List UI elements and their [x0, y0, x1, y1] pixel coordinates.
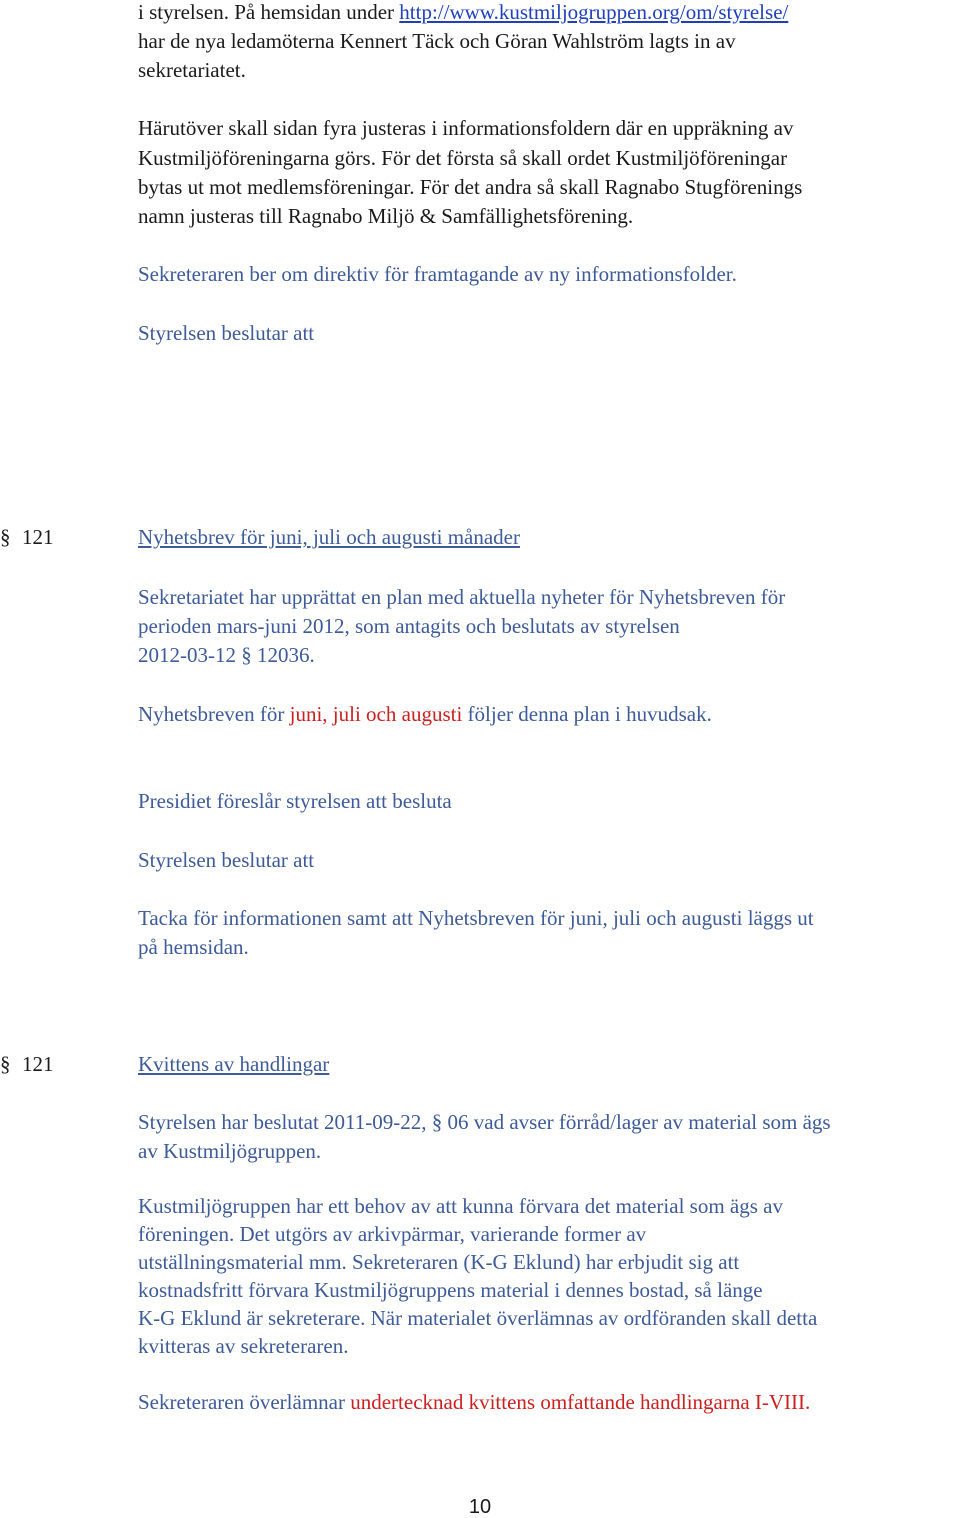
text-line: K-G Eklund är sekreterare. När materialet överlämnas av ordföranden skall detta — [138, 1306, 818, 1330]
paragraph-symbol: § — [0, 525, 11, 549]
decision-line: Styrelsen beslutar att — [138, 848, 315, 872]
text-line: Sekreteraren överlämnar undertecknad kvittens omfattande handlingarna I-VIII. — [138, 1390, 811, 1414]
text-line: utställningsmaterial mm. Sekreteraren (K-G Eklund) har erbjudit sig att — [138, 1250, 740, 1274]
text-line: Nyhetsbreven för juni, juli och augusti följer denna plan i huvudsak. — [138, 702, 712, 726]
highlight-text: juni, juli och augusti — [289, 702, 463, 726]
section-number: § 121 — [0, 1052, 54, 1076]
decision-line: Styrelsen beslutar att — [138, 321, 315, 345]
paragraph-symbol: § — [431, 1110, 443, 1134]
paragraph-symbol: § — [0, 1052, 11, 1076]
text-line: kostnadsfritt förvara Kustmiljögruppens material i dennes bostad, så länge — [138, 1278, 763, 1302]
text-line: Härutöver skall sidan fyra justeras i informationsfoldern där en uppräkning av — [138, 116, 794, 140]
text-line: har de nya ledamöterna Kennert Täck och Göran Wahlström lagts in av — [138, 29, 736, 53]
text-line: namn justeras till Ragnabo Miljö & Samfällighetsförening. — [138, 204, 634, 228]
paragraph-symbol: § — [241, 643, 252, 667]
text-line: bytas ut mot medlemsföreningar. För det andra så skall Ragnabo Stugförenings — [138, 175, 803, 199]
text-line: perioden mars-juni 2012, som antagits och beslutats av styrelsen — [138, 614, 680, 638]
text-line: Tacka för informationen samt att Nyhetsbreven för juni, juli och augusti läggs ut — [138, 906, 814, 930]
text-line: i styrelsen. På hemsidan under http://www.kustmiljogruppen.org/om/styrelse/ — [138, 0, 789, 24]
text-line: Kustmiljögruppen har ett behov av att kunna förvara det material som ägs av — [138, 1194, 783, 1218]
styrelse-link[interactable]: http://www.kustmiljogruppen.org/om/styrelse/ — [399, 0, 789, 24]
section-number: § 121 — [0, 525, 54, 549]
text-line: på hemsidan. — [138, 935, 249, 959]
text-line: Presidiet föreslår styrelsen att besluta — [138, 789, 452, 813]
text-line: Sekretariatet har upprättat en plan med aktuella nyheter för Nyhetsbreven för — [138, 585, 786, 609]
text-line: kvitteras av sekreteraren. — [138, 1334, 349, 1358]
text-line: 2012-03-12 § 12036. — [138, 643, 315, 667]
section-title: Kvittens av handlingar — [138, 1052, 330, 1076]
text-line: sekretariatet. — [138, 58, 246, 82]
highlight-text: undertecknad kvittens omfattande handlingarna I-VIII. — [350, 1390, 811, 1414]
text-line: Styrelsen har beslutat 2011-09-22, § 06 vad avser förråd/lager av material som ägs — [138, 1110, 831, 1134]
page-number: 10 — [468, 1496, 492, 1518]
section-title: Nyhetsbrev för juni, juli och augusti månader — [138, 525, 520, 549]
text-line: Kustmiljöföreningarna görs. För det första så skall ordet Kustmiljöföreningar — [138, 146, 788, 170]
text-line: föreningen. Det utgörs av arkivpärmar, varierande former av — [138, 1222, 647, 1246]
text-line: av Kustmiljögruppen. — [138, 1139, 322, 1163]
text-line: Sekreteraren ber om direktiv för framtagande av ny informationsfolder. — [138, 262, 737, 286]
